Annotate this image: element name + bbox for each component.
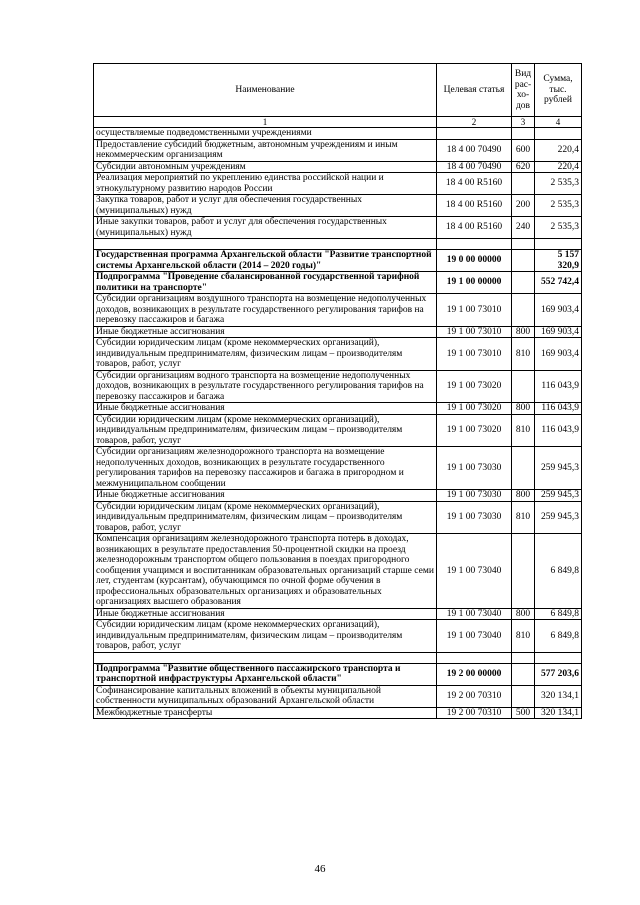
row-target-article: 18 4 00 R5160	[437, 173, 512, 195]
table-row	[94, 707, 582, 719]
row-amount: 2 535,3	[535, 217, 582, 239]
row-name: Иные бюджетные ассигнования	[94, 490, 437, 502]
row-name: Субсидии организациям водного транспорта на возмещение недополученных доходов, возникающих в результате государственного регулирования тарифов на перевозку пассажиров и багажа	[94, 370, 437, 403]
row-target-article	[437, 652, 512, 663]
header-amount: Сумма, тыс. рублей	[535, 64, 582, 117]
table-row	[94, 663, 582, 685]
row-target-article: 18 4 00 70490	[437, 161, 512, 173]
table-row	[94, 173, 582, 195]
table-row	[94, 272, 582, 294]
row-target-article: 18 4 00 70490	[437, 139, 512, 161]
row-name: Компенсация организациям железнодорожного транспорта потерь в доходах, возникающих в результате предоставления 50-процентной скидки на проезд железнодорожным транспортом общего пользования в поездах пригородного сообщения учащимся и воспитанникам образовательных организаций старше семи лет, студентам (курсантам), обучающимся по очной форме обучения в профессиональных образовательных организациях и образовательных организациях высшего образования	[94, 534, 437, 609]
row-name: Субсидии юридическим лицам (кроме некоммерческих организаций), индивидуальным предпринимателям, физическим лицам – производителям товаров, работ, услуг	[94, 338, 437, 371]
row-amount: 6 849,8	[535, 608, 582, 620]
row-expense-type: 240	[512, 217, 535, 239]
row-expense-type	[512, 685, 535, 707]
table-row	[94, 294, 582, 327]
row-target-article: 19 1 00 73010	[437, 326, 512, 338]
row-amount: 220,4	[535, 161, 582, 173]
table-row	[94, 338, 582, 371]
table-row	[94, 685, 582, 707]
row-amount: 320 134,1	[535, 707, 582, 719]
row-expense-type: 800	[512, 326, 535, 338]
row-amount: 259 945,3	[535, 501, 582, 534]
row-name: Иные бюджетные ассигнования	[94, 608, 437, 620]
row-expense-type: 620	[512, 161, 535, 173]
row-name: Закупка товаров, работ и услуг для обеспечения государственных (муниципальных) нужд	[94, 195, 437, 217]
row-target-article: 19 0 00 00000	[437, 250, 512, 272]
row-expense-type: 810	[512, 501, 535, 534]
column-number-row	[94, 117, 582, 128]
row-name: Государственная программа Архангельской области "Развитие транспортной системы Архангельской области (2014 – 2020 годы)"	[94, 250, 437, 272]
table-row	[94, 608, 582, 620]
row-amount: 116 043,9	[535, 414, 582, 447]
row-name: Субсидии юридическим лицам (кроме некоммерческих организаций), индивидуальным предпринимателям, физическим лицам – производителям товаров, работ, услуг	[94, 414, 437, 447]
row-expense-type: 800	[512, 490, 535, 502]
row-name: Софинансирование капитальных вложений в объекты муниципальной собственности муниципальных образований Архангельской области	[94, 685, 437, 707]
table-row	[94, 414, 582, 447]
row-amount: 6 849,8	[535, 534, 582, 609]
row-amount: 116 043,9	[535, 370, 582, 403]
row-target-article: 19 1 00 73020	[437, 403, 512, 415]
row-amount	[535, 239, 582, 250]
row-target-article	[437, 239, 512, 250]
column-number: 4	[535, 117, 582, 128]
table-row	[94, 403, 582, 415]
row-expense-type: 810	[512, 338, 535, 371]
row-name	[94, 239, 437, 250]
table-row	[94, 501, 582, 534]
row-name: Субсидии юридическим лицам (кроме некоммерческих организаций), индивидуальным предпринимателям, физическим лицам – производителям товаров, работ, услуг	[94, 620, 437, 653]
table-row	[94, 326, 582, 338]
row-expense-type	[512, 663, 535, 685]
row-name: Предоставление субсидий бюджетным, автономным учреждениям и иным некоммерческим организациям	[94, 139, 437, 161]
row-name: Подпрограмма "Проведение сбалансированной государственной тарифной политики на транспорте"	[94, 272, 437, 294]
row-expense-type	[512, 652, 535, 663]
row-target-article: 19 1 00 73020	[437, 414, 512, 447]
row-name: Субсидии юридическим лицам (кроме некоммерческих организаций), индивидуальным предпринимателям, физическим лицам – производителям товаров, работ, услуг	[94, 501, 437, 534]
row-amount: 320 134,1	[535, 685, 582, 707]
budget-table-body	[94, 64, 582, 719]
page-number: 46	[314, 863, 326, 875]
row-expense-type	[512, 534, 535, 609]
row-target-article: 18 4 00 R5160	[437, 195, 512, 217]
row-name: Реализация мероприятий по укреплению единства российской нации и этнокультурному развитию народов России	[94, 173, 437, 195]
table-row	[94, 128, 582, 140]
row-name: Субсидии организациям воздушного транспорта на возмещение недополученных доходов, возникающих в результате государственного регулирования тарифов на перевозку пассажиров и багажа	[94, 294, 437, 327]
row-amount: 2 535,3	[535, 173, 582, 195]
row-target-article: 18 4 00 R5160	[437, 217, 512, 239]
row-amount: 577 203,6	[535, 663, 582, 685]
row-target-article: 19 1 00 00000	[437, 272, 512, 294]
row-expense-type	[512, 294, 535, 327]
spacer-row	[94, 652, 582, 663]
row-expense-type: 810	[512, 414, 535, 447]
budget-table	[93, 63, 582, 719]
table-row	[94, 447, 582, 490]
row-target-article: 19 2 00 70310	[437, 685, 512, 707]
row-amount: 5 157 320,9	[535, 250, 582, 272]
row-name: Иные бюджетные ассигнования	[94, 326, 437, 338]
table-row	[94, 250, 582, 272]
row-name: Подпрограмма "Развитие общественного пассажирского транспорта и транспортной инфраструктуры Архангельской области"	[94, 663, 437, 685]
row-expense-type	[512, 239, 535, 250]
row-amount: 6 849,8	[535, 620, 582, 653]
row-amount: 169 903,4	[535, 294, 582, 327]
row-name: Иные бюджетные ассигнования	[94, 403, 437, 415]
header-kind: Вид рас-хо-дов	[512, 64, 535, 117]
row-expense-type	[512, 272, 535, 294]
row-name: Субсидии автономным учреждениям	[94, 161, 437, 173]
row-name: Иные закупки товаров, работ и услуг для обеспечения государственных (муниципальных) нужд	[94, 217, 437, 239]
row-expense-type: 600	[512, 139, 535, 161]
table-row	[94, 139, 582, 161]
table-row	[94, 370, 582, 403]
row-target-article: 19 1 00 73030	[437, 447, 512, 490]
row-amount: 169 903,4	[535, 326, 582, 338]
row-expense-type: 810	[512, 620, 535, 653]
row-target-article: 19 2 00 70310	[437, 707, 512, 719]
table-row	[94, 490, 582, 502]
row-amount	[535, 128, 582, 140]
header-name: Наименование	[94, 64, 437, 117]
row-amount: 552 742,4	[535, 272, 582, 294]
row-expense-type: 200	[512, 195, 535, 217]
table-row	[94, 217, 582, 239]
table-row	[94, 195, 582, 217]
row-target-article: 19 1 00 73040	[437, 534, 512, 609]
row-target-article: 19 1 00 73030	[437, 490, 512, 502]
row-target-article: 19 2 00 00000	[437, 663, 512, 685]
row-expense-type: 800	[512, 403, 535, 415]
row-name: Субсидии организациям железнодорожного транспорта на возмещение недополученных доходов, возникающих в результате государственного регулирования тарифов на перевозку пассажиров и багажа в пригородном и межмуниципальном сообщении	[94, 447, 437, 490]
row-target-article	[437, 128, 512, 140]
row-expense-type	[512, 173, 535, 195]
table-row	[94, 534, 582, 609]
spacer-row	[94, 239, 582, 250]
row-name: осуществляемые подведомственными учреждениями	[94, 128, 437, 140]
row-amount: 259 945,3	[535, 490, 582, 502]
header-code: Целевая статья	[437, 64, 512, 117]
column-number: 2	[437, 117, 512, 128]
row-amount: 169 903,4	[535, 338, 582, 371]
row-name	[94, 652, 437, 663]
table-row	[94, 161, 582, 173]
row-target-article: 19 1 00 73040	[437, 620, 512, 653]
row-expense-type: 800	[512, 608, 535, 620]
row-target-article: 19 1 00 73020	[437, 370, 512, 403]
row-name: Межбюджетные трансферты	[94, 707, 437, 719]
row-expense-type	[512, 370, 535, 403]
row-target-article: 19 1 00 73010	[437, 338, 512, 371]
row-amount: 116 043,9	[535, 403, 582, 415]
row-target-article: 19 1 00 73010	[437, 294, 512, 327]
row-amount: 2 535,3	[535, 195, 582, 217]
column-number: 3	[512, 117, 535, 128]
row-expense-type	[512, 447, 535, 490]
row-expense-type	[512, 128, 535, 140]
row-expense-type	[512, 250, 535, 272]
table-header-row	[94, 64, 582, 117]
row-amount	[535, 652, 582, 663]
row-target-article: 19 1 00 73040	[437, 608, 512, 620]
row-expense-type: 500	[512, 707, 535, 719]
row-amount: 259 945,3	[535, 447, 582, 490]
row-target-article: 19 1 00 73030	[437, 501, 512, 534]
column-number: 1	[94, 117, 437, 128]
row-amount: 220,4	[535, 139, 582, 161]
table-row	[94, 620, 582, 653]
